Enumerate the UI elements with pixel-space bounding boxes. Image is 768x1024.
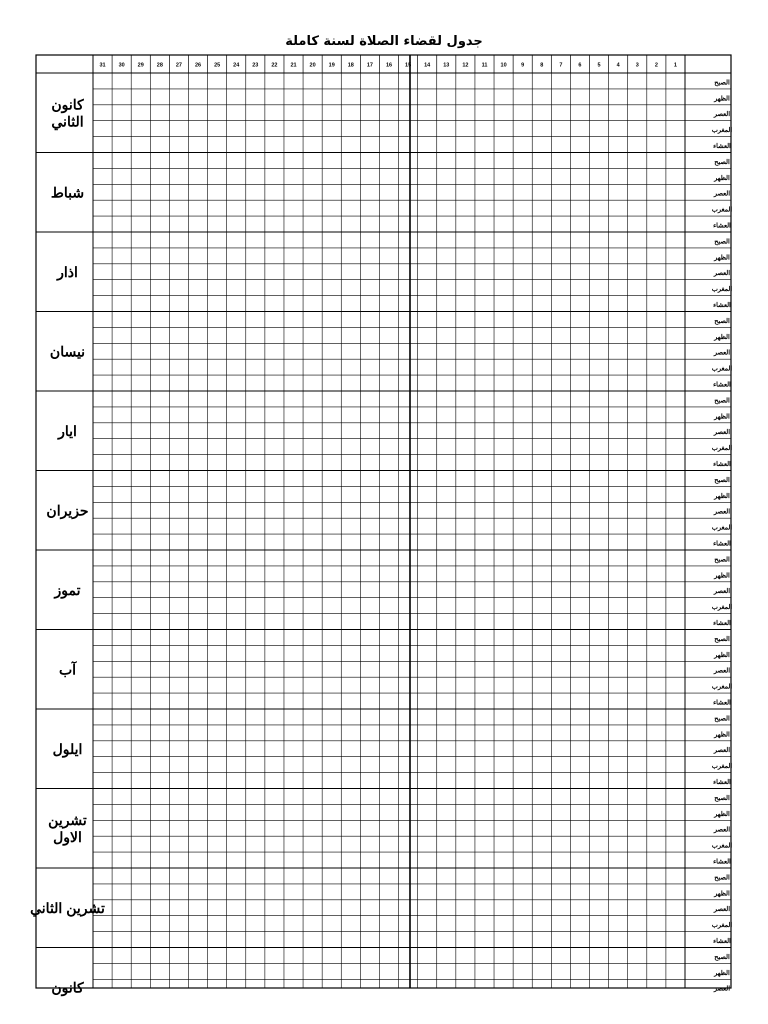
prayer-label: الظهر — [714, 492, 730, 500]
prayer-label: الظهر — [714, 969, 730, 977]
prayer-label: الصبح — [714, 635, 730, 643]
prayer-label: العشاء — [713, 143, 731, 151]
day-number: 30 — [118, 62, 125, 69]
month-name: تموز — [54, 581, 81, 598]
month-name: آب — [58, 661, 77, 678]
prayer-label: الظهر — [714, 810, 730, 818]
month-name: الثاني — [51, 113, 84, 130]
month-name: حزيران — [46, 502, 89, 519]
prayer-label: الظهر — [714, 651, 730, 659]
prayer-label: العصر — [713, 747, 731, 755]
day-number: 24 — [233, 62, 240, 69]
prayer-label: العشاء — [713, 540, 731, 548]
prayer-label: الظهر — [714, 254, 730, 262]
day-number: 23 — [252, 62, 259, 69]
day-number: 19 — [328, 62, 335, 69]
prayer-label: العصر — [713, 826, 731, 834]
prayer-label: العشاء — [713, 938, 731, 946]
month-name: شباط — [50, 184, 85, 201]
month-name: اذار — [57, 263, 78, 280]
day-number: 5 — [597, 62, 601, 69]
day-number: 2 — [654, 62, 658, 69]
prayer-label: العصر — [713, 906, 731, 914]
day-number: 10 — [500, 62, 507, 69]
prayer-label: العشاء — [713, 779, 731, 787]
prayer-label: الصبح — [714, 794, 730, 802]
prayer-label: المغرب — [711, 365, 733, 373]
prayer-label: الظهر — [714, 572, 730, 580]
prayer-label: الصبح — [714, 874, 730, 882]
prayer-label: الصبح — [714, 397, 730, 405]
month-name: تشرين الثاني — [30, 899, 105, 916]
day-number: 22 — [271, 62, 278, 69]
prayer-label: المغرب — [711, 206, 733, 214]
prayer-label: المغرب — [711, 445, 733, 453]
day-number: 12 — [462, 62, 469, 69]
month-name: الاول — [53, 828, 82, 845]
day-number: 9 — [521, 62, 525, 69]
day-number: 11 — [481, 62, 488, 69]
prayer-label: العصر — [713, 111, 731, 119]
prayer-label: العشاء — [713, 381, 731, 389]
day-number: 21 — [290, 62, 297, 69]
prayer-label: الظهر — [714, 890, 730, 898]
day-number: 28 — [156, 62, 163, 69]
month-name: ايار — [58, 422, 77, 439]
month-name: تشرين — [48, 811, 87, 828]
day-number: 27 — [175, 62, 182, 69]
prayer-label: الصبح — [714, 158, 730, 166]
prayer-label: المغرب — [711, 922, 733, 930]
prayer-label: العصر — [713, 270, 731, 278]
day-number: 6 — [578, 62, 582, 69]
table-frame — [36, 55, 731, 988]
prayer-label: الظهر — [714, 731, 730, 739]
month-name: نيسان — [49, 343, 86, 360]
prayer-label: العصر — [713, 349, 731, 357]
prayer-label: العشاء — [713, 461, 731, 469]
prayer-label: الصبح — [714, 238, 730, 246]
day-number: 1 — [673, 62, 677, 69]
prayer-label: المغرب — [711, 604, 733, 612]
day-number: 8 — [540, 62, 544, 69]
day-number: 20 — [309, 62, 316, 69]
month-name: كانون — [51, 96, 84, 113]
prayer-label: الصبح — [714, 556, 730, 564]
prayer-label: العشاء — [713, 222, 731, 230]
month-name: كانون — [51, 979, 84, 996]
day-number: 13 — [443, 62, 450, 69]
day-number: 17 — [366, 62, 373, 69]
prayer-label: الصبح — [714, 715, 730, 723]
prayer-label: المغرب — [711, 683, 733, 691]
prayer-label: المغرب — [711, 286, 733, 294]
prayer-label: العصر — [713, 429, 731, 437]
month-name: ايلول — [52, 740, 83, 757]
prayer-label: الظهر — [714, 95, 730, 103]
prayer-label: المغرب — [711, 763, 733, 771]
prayer-label: العشاء — [713, 302, 731, 310]
prayer-label: العصر — [713, 508, 731, 516]
day-number: 25 — [214, 62, 221, 69]
prayer-label: العشاء — [713, 620, 731, 628]
prayer-label: المغرب — [711, 127, 733, 135]
day-number: 3 — [635, 62, 639, 69]
day-number: 4 — [616, 62, 620, 69]
prayer-label: الصبح — [714, 79, 730, 87]
prayer-label: المغرب — [711, 524, 733, 532]
day-number: 16 — [385, 62, 393, 69]
prayer-label: الصبح — [714, 317, 730, 325]
prayer-label: العصر — [713, 588, 731, 596]
prayer-label: الصبح — [714, 476, 730, 484]
prayer-label: العصر — [713, 667, 731, 675]
day-number: 31 — [99, 62, 106, 69]
day-number: 29 — [137, 62, 144, 69]
prayer-label: العصر — [713, 190, 731, 198]
prayer-label: الظهر — [714, 174, 730, 182]
prayer-label: العشاء — [713, 699, 731, 707]
prayer-label: المغرب — [711, 842, 733, 850]
day-number: 14 — [424, 62, 431, 69]
prayer-label: الصبح — [714, 953, 730, 961]
prayer-label: العصر — [713, 985, 731, 993]
page-title: جدول لقضاء الصلاة لسنة كاملة — [285, 34, 483, 49]
day-number: 7 — [559, 62, 563, 69]
day-number: 18 — [347, 62, 354, 69]
prayer-label: الظهر — [714, 333, 730, 341]
day-number: 15 — [405, 62, 412, 69]
day-number: 26 — [194, 62, 202, 69]
prayer-label: الظهر — [714, 413, 730, 421]
prayer-label: العشاء — [713, 858, 731, 866]
